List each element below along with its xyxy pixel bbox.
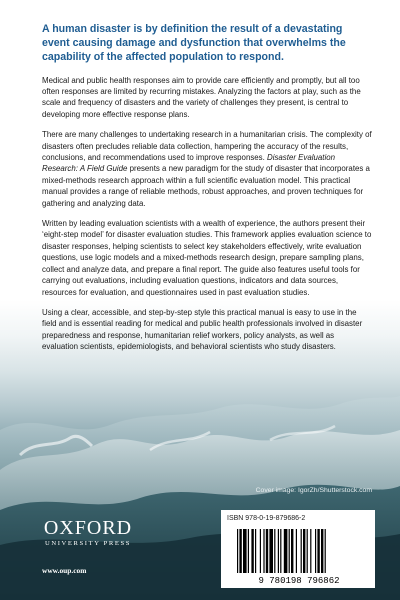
- barcode-bar: [255, 529, 256, 573]
- barcode-bar: [315, 529, 316, 573]
- barcode-icon: [231, 527, 367, 585]
- paragraph-1: Medical and public health responses aim to provide care efficiently and promptly, but all too often responses are limited by recurring mistakes. Analyzing the factors at play, such as the scale and frequency of disasters and the variety of challenges they present, is central to developing more effective response plans.: [42, 75, 361, 119]
- book-title: Disaster Evaluation Research: A Field Guide: [42, 153, 335, 174]
- barcode-bar: [325, 529, 326, 573]
- barcode-bar: [317, 529, 319, 573]
- paragraph-2-part-2: presents a new paradigm for the study of disaster that incorporates a mixed-methods research approach within a full scientific evaluation model. This practical manual provides a range of reliable methods, robust approaches, and proven techniques for gathering and analyzing data.: [42, 164, 370, 208]
- barcode-bar: [274, 529, 275, 573]
- barcode-bar: [310, 529, 311, 573]
- barcode-bar: [269, 529, 273, 573]
- barcode-bar: [303, 529, 305, 573]
- publisher-subtitle: UNIVERSITY PRESS: [45, 540, 131, 547]
- barcode-bar: [307, 529, 308, 573]
- cover-image-credit: Cover image: IgorZh/Shutterstock.com: [255, 487, 372, 494]
- paragraph-3: Written by leading evaluation scientists with a wealth of experience, the authors present their ‘eight-step model’ for disaster evaluation studies. This framework applies evaluation science to disaster responses, helping scientists to select key stakeholders effectively, write evaluation questions, use logic models and a mixed-methods research design, prepare sampling plans, collect and analyze data, and prepare a final report. The guide also features useful tools for carrying out evaluations, including evaluation questions, indicators and data sources, resources for evaluation, and questionnaires used in past evaluation studies.: [42, 219, 372, 297]
- barcode-bar: [301, 529, 302, 573]
- barcode-digits: 9 780198 796862: [258, 576, 340, 585]
- lead-statement: A human disaster is by definition the result of a devastating event causing damage and dysfunction that overwhelms the capability of the affected population to respond.: [42, 23, 346, 64]
- barcode-bar: [291, 529, 293, 573]
- barcode-bar: [251, 529, 253, 573]
- publisher-name: OXFORD: [43, 517, 133, 539]
- barcode-bar: [266, 529, 268, 573]
- blurb: [42, 22, 372, 362]
- publisher-url: www.oup.com: [42, 566, 87, 575]
- isbn-label: ISBN 978-0-19-879686-2: [227, 515, 306, 522]
- barcode-bar: [263, 529, 264, 573]
- barcode-bar: [260, 529, 261, 573]
- paragraph-4: Using a clear, accessible, and step-by-step style this practical manual is easy to use in the field and is essential reading for medical and public health professionals involved in disaster preparedness and response, humanitarian relief workers, policy analysts, as well as evaluation scientists, epidemiologists, and behavioral scientists who study disasters.: [42, 307, 363, 352]
- barcode-bar: [239, 529, 241, 573]
- barcode-bar: [296, 529, 297, 573]
- barcode-bar: [248, 529, 249, 573]
- barcode-bar: [289, 529, 290, 573]
- paragraph-2: [42, 129, 372, 209]
- barcode-bar: [284, 529, 288, 573]
- barcode-bar: [321, 529, 323, 573]
- barcode-bar: [243, 529, 247, 573]
- isbn-barcode-box: [221, 510, 375, 588]
- paragraph-2-part-1: There are many challenges to undertaking research in a humanitarian crisis. The complexity of disasters often precludes reliable data collection, hampering the accuracy of the results, conclusions, and recommendations used to improve responses.: [42, 130, 372, 163]
- barcode-bar: [237, 529, 238, 573]
- barcode-bar: [280, 529, 281, 573]
- barcode-bar: [278, 529, 279, 573]
- publisher-logo: [42, 518, 134, 547]
